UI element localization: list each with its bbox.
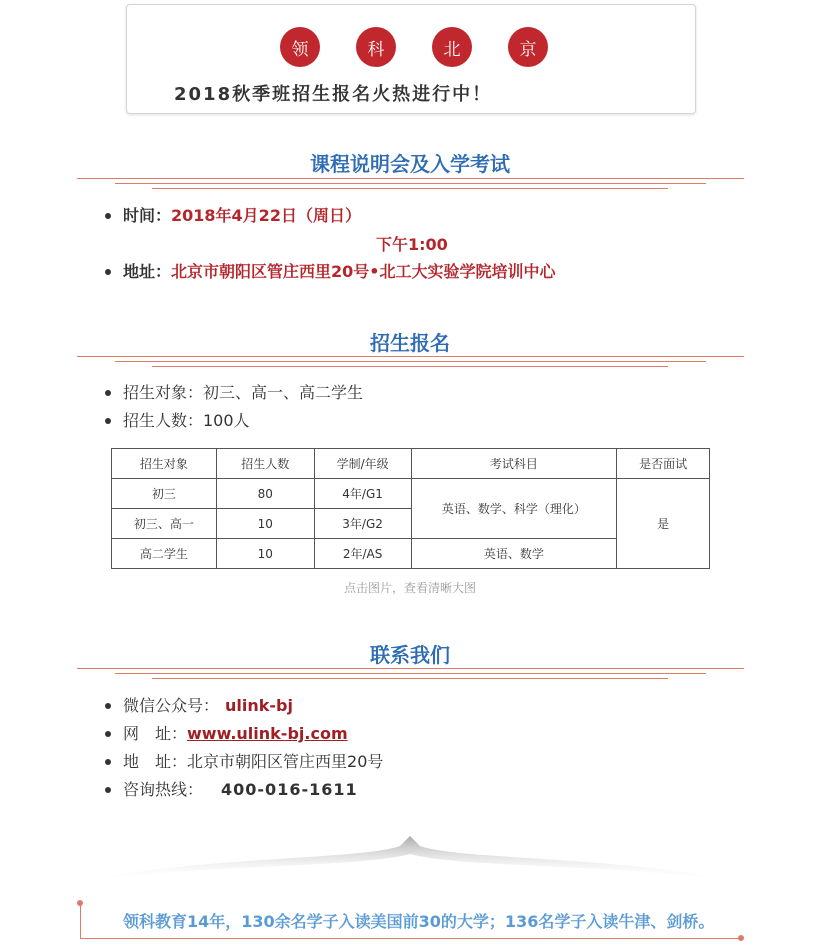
decorative-wave [0, 832, 820, 892]
table-cell: 初三、高一 [112, 509, 217, 539]
info-session-list [103, 202, 556, 286]
table-caption: 点击图片，查看清晰大图 [343, 581, 476, 595]
time-label: 时间： [123, 206, 172, 225]
section-title-enrollment: 招生报名 [370, 331, 450, 355]
footer-frame-line [80, 903, 81, 939]
table-cell: 4年/G1 [314, 479, 411, 509]
table-cell: 80 [216, 479, 314, 509]
table-header: 招生对象 [112, 449, 217, 479]
footer-frame-line [80, 938, 741, 939]
brand-circles [280, 27, 548, 67]
table-header: 考试科目 [411, 449, 617, 479]
time-value: 2018年4月22日（周日） [171, 206, 361, 225]
brand-circle: 科 [356, 27, 396, 67]
table-header: 招生人数 [216, 449, 314, 479]
divider [115, 673, 706, 674]
table-cell: 10 [216, 539, 314, 569]
table-cell: 初三 [112, 479, 217, 509]
divider [77, 356, 744, 357]
banner-headline: 2018秋季班招生报名火热进行中！ [174, 84, 493, 105]
wechat-id: ulink-bj [225, 696, 293, 715]
list-item-address [103, 748, 383, 776]
table-cell: 2年/AS [314, 539, 411, 569]
wechat-label: 微信公众号： [123, 696, 220, 715]
list-item-website [103, 720, 383, 748]
table-row [112, 479, 710, 509]
divider [115, 183, 706, 184]
table-header-row [112, 449, 710, 479]
brand-circle: 领 [280, 27, 320, 67]
enrollment-list [103, 379, 363, 435]
list-item-phone [103, 776, 383, 804]
table-cell: 3年/G2 [314, 509, 411, 539]
divider [77, 178, 744, 179]
phone-number: 400-016-1611 [221, 780, 358, 799]
section-title-info-session: 课程说明会及入学考试 [310, 152, 510, 176]
section-title-contact: 联系我们 [370, 643, 450, 667]
table-header: 是否面试 [617, 449, 710, 479]
website-label: 网 址： [123, 724, 188, 743]
list-item-address [103, 258, 556, 286]
phone-label: 咨询热线： [123, 780, 204, 799]
footer-frame-dot [738, 935, 744, 941]
website-link[interactable]: www.ulink-bj.com [187, 724, 348, 743]
divider [152, 366, 668, 367]
address-label: 地 址： [123, 752, 188, 771]
footer-frame-dot [77, 900, 83, 906]
table-cell-subjects: 英语、数学、科学（理化） [411, 479, 617, 539]
list-item: 招生人数：100人 [103, 407, 363, 435]
enrollment-table[interactable] [111, 448, 710, 569]
table-cell-subjects: 英语、数学 [411, 539, 617, 569]
brand-circle: 京 [508, 27, 548, 67]
address-label: 地址： [123, 262, 172, 281]
footer-slogan: 领科教育14年，130余名学子入读美国前30的大学；136名学子入读牛津、剑桥。 [123, 912, 715, 931]
brand-circle: 北 [432, 27, 472, 67]
table-header: 学制/年级 [314, 449, 411, 479]
list-item-wechat [103, 692, 383, 720]
divider [152, 678, 668, 679]
divider [77, 668, 744, 669]
address-value: 北京市朝阳区管庄西里20号•北工大实验学院培训中心 [171, 262, 556, 281]
divider [152, 188, 668, 189]
time-value-afternoon: 下午1:00 [376, 235, 448, 254]
address-value: 北京市朝阳区管庄西里20号 [187, 752, 384, 771]
contact-list [103, 692, 383, 804]
table-cell: 10 [216, 509, 314, 539]
list-item-time [103, 202, 556, 230]
banner-card [126, 4, 696, 114]
table-cell-interview: 是 [617, 479, 710, 569]
table-cell: 高二学生 [112, 539, 217, 569]
divider [115, 361, 706, 362]
list-item: 招生对象：初三、高一、高二学生 [103, 379, 363, 407]
